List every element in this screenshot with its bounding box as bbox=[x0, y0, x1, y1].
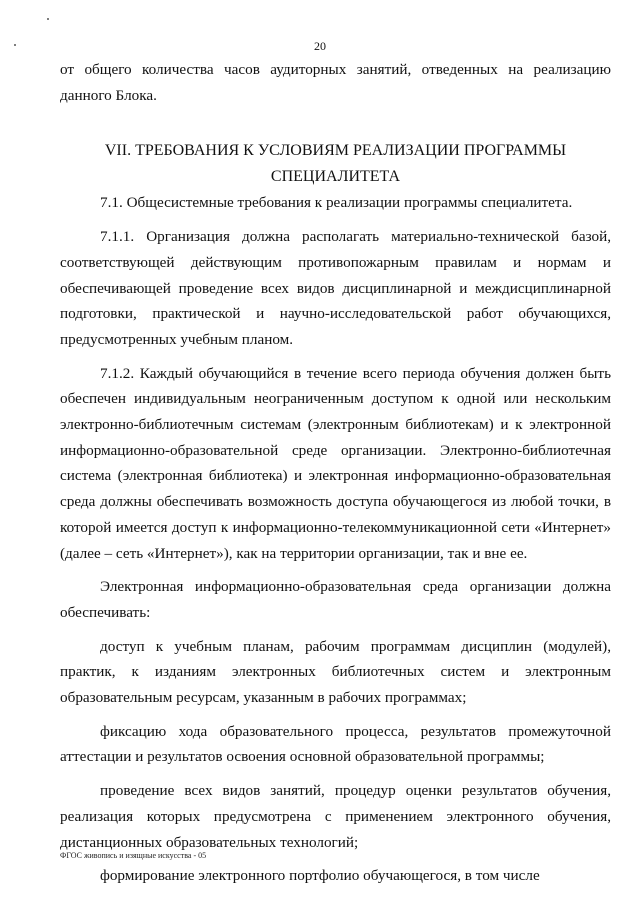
list-item-recording: фиксацию хода образовательного процесса, результатов промежуточной аттестации и результатов освоения основной образовательной программы; bbox=[60, 722, 611, 766]
paragraph-continuation: от общего количества часов аудиторных занятий, отведенных на реализацию данного Блока. bbox=[60, 61, 611, 104]
section-title: VII. ТРЕБОВАНИЯ К УСЛОВИЯМ РЕАЛИЗАЦИИ ПРОГРАММЫ СПЕЦИАЛИТЕТА bbox=[104, 142, 567, 186]
list-item-access: доступ к учебным планам, рабочим программам дисциплин (модулей), практик, к изданиям электронных библиотечных систем и электронным образовательным ресурсам, указанным в рабочих программах; bbox=[60, 637, 611, 707]
list-item-classes: проведение всех видов занятий, процедур оценки результатов обучения, реализация которых предусмотрена с применением электронного обучения, дистанционных образовательных технологий; bbox=[60, 782, 611, 851]
paragraph-7-1-1: 7.1.1. Организация должна располагать материально-технической базой, соответствующей действующим противопожарным правилам и нормам и обеспечивающей проведение всех видов дисциплинарной и междисциплинарной подготовки, практической и научно-исследовательской работ обучающихся, предусмотренных учебным планом. bbox=[60, 228, 611, 348]
document-footer: ФГОС живопись и изящные искусства - 05 bbox=[60, 851, 207, 860]
scan-speck bbox=[47, 18, 49, 20]
paragraph-7-1-2: 7.1.2. Каждый обучающийся в течение всего периода обучения должен быть обеспечен индивидуальным неограниченным доступом к одной или нескольким электронно-библиотечным системам (электронным библиотекам) и к электронной информационно-образовательной среде организации. Электронно-библиотечная система (электронная библиотека) и электронная информационно-образовательная среда должны обеспечивать возможность доступа обучающегося из любой точки, в которой имеется доступ к информационно-телекоммуникационной сети «Интернет» (далее – сеть «Интернет»), как на территории организации, так и вне ее. bbox=[60, 364, 611, 562]
paragraph-eios-intro: Электронная информационно-образовательная среда организации должна обеспечивать: bbox=[60, 578, 611, 621]
page-number: 20 bbox=[314, 39, 326, 53]
document-body bbox=[60, 57, 611, 889]
paragraph-7-1: 7.1. Общесистемные требования к реализации программы специалитета. bbox=[100, 194, 573, 212]
list-item-portfolio: формирование электронного портфолио обучающегося, в том числе bbox=[100, 867, 540, 885]
